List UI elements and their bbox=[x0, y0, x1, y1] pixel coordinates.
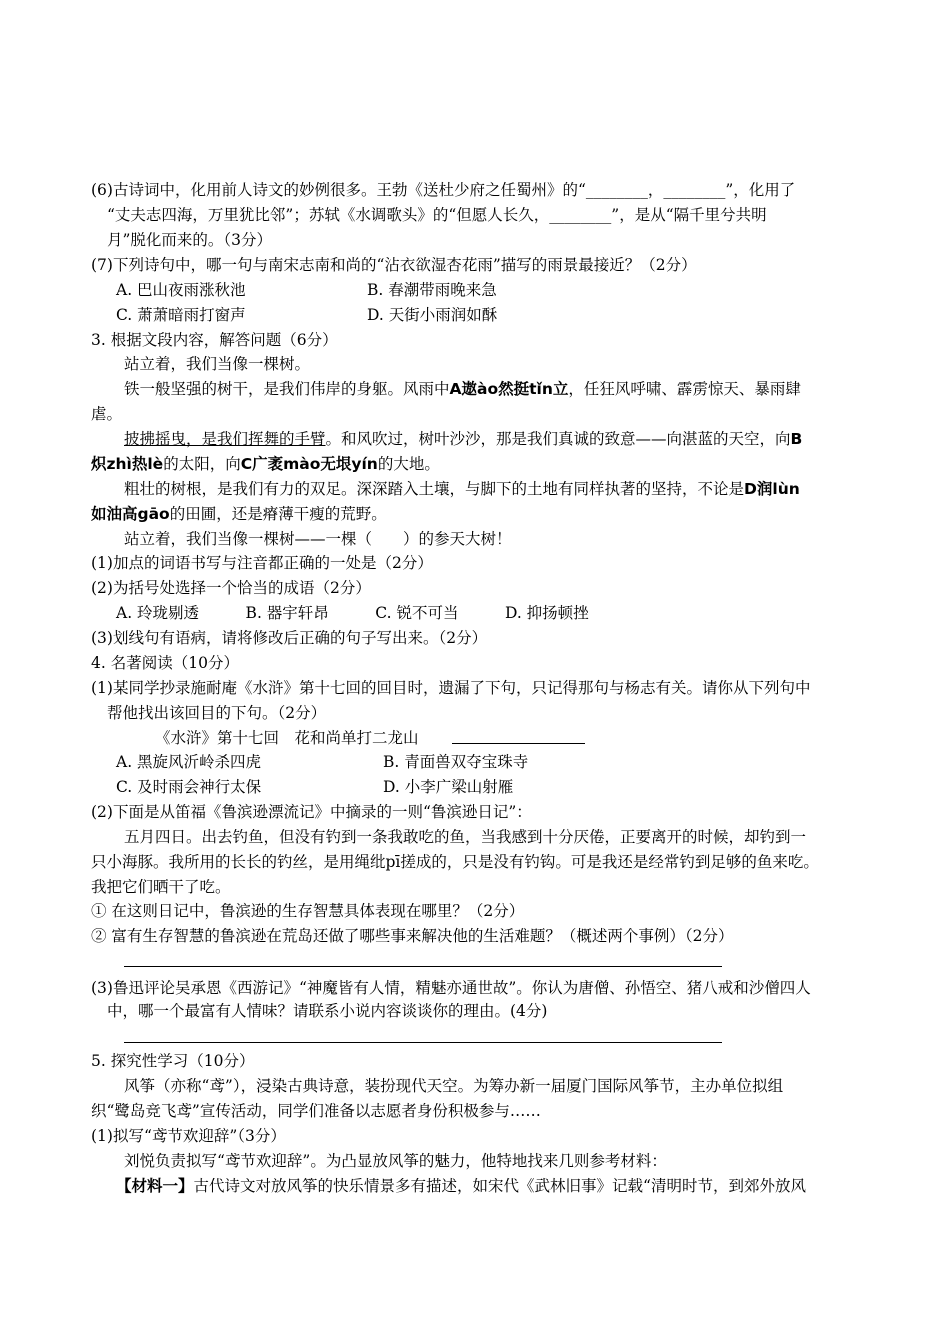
q4-sub3-line1: (3)鲁迅评论吴承恩《西游记》“神魔皆有人情，精魅亦通世故”。你认为唐僧、孙悟空、猪八戒和沙僧四人 bbox=[91, 979, 811, 997]
q5-intro-line2: 织“鹭岛竞飞鸢”宣传活动，同学们准备以志愿者身份积极参与…… bbox=[91, 1102, 541, 1120]
q4-diary-line2: 只小海豚。我所用的长长的钓丝，是用绳纰pī搓成的，只是没有钓钩。可是我还是经常钓到足够的鱼来吃。 bbox=[91, 853, 819, 871]
q4-sub3-answer-line bbox=[124, 1042, 722, 1043]
q4-sub1-chapter-title: 《水浒》第十七回 花和尚单打二龙山 bbox=[155, 729, 419, 747]
q5-material-1-text: 古代诗文对放风筝的快乐情景多有描述，如宋代《武林旧事》记载“清明时节，到郊外放风 bbox=[193, 1177, 806, 1195]
q2-item7: (7)下列诗句中，哪一句与南宋志南和尚的“沾衣欲湿杏花雨”描写的雨景最接近？（2分） bbox=[91, 256, 697, 274]
q4-option-d: D. 小李广梁山射雁 bbox=[383, 778, 514, 796]
q3-para3-text-a: 。和风吹过，树叶沙沙，那是我们真诚的致意——向湛蓝的天空，向 bbox=[325, 430, 791, 448]
q5-heading: 5. 探究性学习（10分） bbox=[91, 1052, 255, 1070]
q3-underlined-sentence: 披拂摇曳，是我们挥舞的手臂 bbox=[124, 430, 326, 448]
q2-option-b: B. 春潮带雨晚来急 bbox=[367, 281, 497, 299]
q4-sub2-answer-line bbox=[124, 966, 722, 967]
q4-option-a: A. 黑旋风沂岭杀四虎 bbox=[116, 753, 262, 771]
q5-sub1-text: 刘悦负责拟写“鸢节欢迎辞”。为凸显放风筝的魅力，他特地找来几则参考材料： bbox=[124, 1152, 667, 1170]
q4-diary-line1: 五月四日。出去钓鱼，但没有钓到一条我敢吃的鱼，当我感到十分厌倦，正要离开的时候，却钓到一 bbox=[124, 828, 807, 846]
q3-para4-dotted-d2: 如油高gāo bbox=[91, 505, 170, 523]
q4-sub2: (2)下面是从笛福《鲁滨逊漂流记》中摘录的一则“鲁滨逊日记”： bbox=[91, 803, 532, 821]
q2-option-c: C. 萧萧暗雨打窗声 bbox=[116, 306, 246, 324]
q2-item6-line3: 月”脱化而来的。（3分） bbox=[107, 231, 273, 249]
q3-paragraph-4-line2 bbox=[91, 503, 387, 525]
q4-sub3-line2: 中，哪一个最富有人情味？请联系小说内容谈谈你的理由。(4分) bbox=[107, 1002, 548, 1020]
q3-para4-text-b: 的田圃，还是瘠薄干瘦的荒野。 bbox=[169, 505, 387, 523]
q3-para3-dotted-b: 炽zhì热lè bbox=[91, 455, 164, 473]
q4-option-b: B. 青面兽双夺宝珠寺 bbox=[383, 753, 529, 771]
q3-sub-question-1: (1)加点的词语书写与注音都正确的一处是（2分） bbox=[91, 554, 433, 572]
q4-sub2-question-1: ① 在这则日记中，鲁滨逊的生存智慧具体表现在哪里？（2分） bbox=[91, 902, 525, 920]
q3-paragraph-2-line1 bbox=[124, 378, 801, 400]
q3-sub-question-2: (2)为括号处选择一个恰当的成语（2分） bbox=[91, 579, 371, 597]
q4-sub2-question-2: ② 富有生存智慧的鲁滨逊在荒岛还做了哪些事来解决他的生活难题？（概述两个事例）（2分） bbox=[91, 927, 734, 945]
q3-heading: 3. 根据文段内容，解答问题（6分） bbox=[91, 331, 338, 349]
q3-para3-text-c: 的大地。 bbox=[377, 455, 440, 473]
q3-para2-text-b: ，任狂风呼啸、霹雳惊天、暴雨肆 bbox=[568, 380, 801, 398]
q3-para4-dotted-d1: D润lùn bbox=[744, 480, 800, 498]
q2-option-a: A. 巴山夜雨涨秋池 bbox=[116, 281, 246, 299]
q2-option-d: D. 天街小雨润如酥 bbox=[367, 306, 498, 324]
q4-sub1-line1: (1)某同学抄录施耐庵《水浒》第十七回的回目时，遗漏了下句，只记得那句与杨志有关。请你从下列句中 bbox=[91, 679, 811, 697]
q2-item6-line1: (6)古诗词中，化用前人诗文的妙例很多。王勃《送杜少府之任蜀州》的“________，________”，化用了 bbox=[91, 181, 796, 199]
q5-sub1: (1)拟写“鸢节欢迎辞”（3分） bbox=[91, 1127, 286, 1145]
q4-diary-line3: 我把它们晒干了吃。 bbox=[91, 878, 231, 896]
q3-para3-dotted-c: C广袤mào无垠yín bbox=[240, 455, 378, 473]
q2-item6-line2: “丈夫志四海，万里犹比邻”；苏轼《水调歌头》的“但愿人长久，________”，是从“隔千里兮共明 bbox=[107, 206, 767, 224]
q4-option-c: C. 及时雨会神行太保 bbox=[116, 778, 262, 796]
q3-para3-text-b: 的太阳，向 bbox=[163, 455, 241, 473]
q5-material-1-label: 【材料一】 bbox=[116, 1177, 194, 1195]
q3-sub-question-3: (3)划线句有语病，请将修改后正确的句子写出来。（2分） bbox=[91, 629, 488, 647]
q3-para3-letter-b: B bbox=[790, 430, 803, 448]
q5-intro-line1: 风筝（亦称“鸢”），浸染古典诗意，装扮现代天空。为筹办新一届厦门国际风筝节，主办单位拟组 bbox=[124, 1077, 784, 1095]
q3-paragraph-3-line2 bbox=[91, 453, 440, 475]
q3-paragraph-1: 站立着，我们当像一棵树。 bbox=[124, 355, 311, 373]
q3-paragraph-5: 站立着，我们当像一棵树——一棵（ ）的参天大树！ bbox=[124, 530, 512, 548]
q3-para2-text-a: 铁一般坚强的树干，是我们伟岸的身躯。风雨中 bbox=[124, 380, 450, 398]
q3-sub2-options: A. 玲珑剔透 B. 器宇轩昂 C. 锐不可当 D. 抑扬顿挫 bbox=[116, 604, 589, 622]
q3-paragraph-4-line1 bbox=[124, 478, 800, 500]
q3-paragraph-3-line1 bbox=[124, 428, 802, 450]
q3-para4-text-a: 粗壮的树根，是我们有力的双足。深深踏入土壤，与脚下的土地有同样执著的坚持，不论是 bbox=[124, 480, 745, 498]
q4-heading: 4. 名著阅读（10分） bbox=[91, 654, 239, 672]
q3-para2-dotted-a: A遨ào然挺tǐn立 bbox=[449, 380, 569, 398]
q4-sub1-answer-blank bbox=[452, 743, 585, 744]
q3-paragraph-2-line2: 虐。 bbox=[91, 405, 123, 423]
q4-sub1-line2: 帮他找出该回目的下句。（2分） bbox=[107, 704, 327, 722]
q5-material-1 bbox=[116, 1175, 806, 1197]
